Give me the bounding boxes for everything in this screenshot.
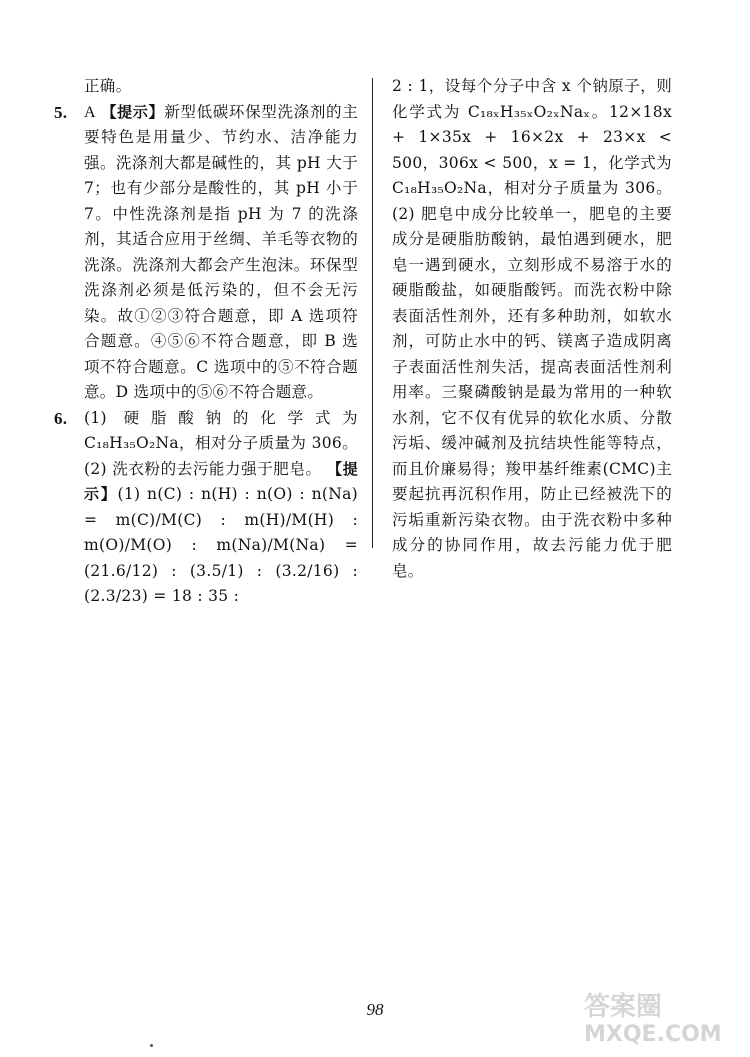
svg-text:MXQE.COM: MXQE.COM (584, 1022, 722, 1047)
item-5-answer: A (84, 103, 96, 121)
item-5 (54, 100, 358, 406)
item-6 (54, 406, 359, 610)
column-divider (372, 78, 373, 548)
watermark-logo (578, 985, 738, 1047)
item-6-answer-text: (1) 硬脂酸钠的化学式为 C₁₈H₃₅O₂Na，相对分子质量为 306。 (2) 洗衣粉的去污能力强于肥皂。 (84, 408, 358, 478)
right-column (392, 74, 672, 584)
svg-text:答案圈: 答案圈 (584, 992, 663, 1022)
item-6-hint-text: (1) n(C) : n(H) : n(O) : n(Na) = m(C)/M(C) : m(H)/M(H) : m(O)/M(O) : m(Na)/M(Na) = (21.6/12) : (3.5/1) : (3.2/16) : (2.3/23) = 18 : 35 : (84, 485, 358, 605)
watermark-logo-icon (578, 985, 738, 1047)
continuation-text: 正确。 (84, 77, 132, 95)
item-5-number: 5. (54, 102, 68, 122)
item-5-text: 新型低碳环保型洗涤剂的主要特色是用量少、节约水、洁净能力强。洗涤剂大都是碱性的，其 pH 大于 7；也有少部分是酸性的，其 pH 小于 7。中性洗涤剂是指 pH 为 7 的洗涤剂，其适合应用于丝绸、羊毛等衣物的洗涤。洗涤剂大都会产生泡沫。环保型洗涤剂必须是低污染的，但不会无污染。故①②③符合题意，即 A 选项符合题意。④⑤⑥不符合题意，即 B 选项不符合题意。C 选项中的⑤不符合题意。D 选项中的⑤⑥不符合题意。 (84, 102, 358, 401)
print-speck (150, 1044, 153, 1047)
left-column (54, 74, 359, 610)
item-6-hint-label: 【提示】 (84, 459, 359, 503)
right-column-text: 2 : 1，设每个分子中含 x 个钠原子，则化学式为 C₁₈ₓH₃₅ₓO₂ₓNaₓ。12×18x + 1×35x + 16×2x + 23×x < 500，306x < 500，x = 1，化学式为 C₁₈H₃₅O₂Na，相对分子质量为 306。(2) 肥皂中成分比较单一，肥皂的主要成分是硬脂肪酸钠，最怕遇到硬水，肥皂一遇到硬水，立刻形成不易溶于水的硬脂酸盐，如硬脂酸钙。而洗衣粉中除表面活性剂外，还有多种助剂，如软水剂，可防止水中的钙、镁离子造成阴离子表面活性剂失活，提高表面活性剂利用率。三聚磷酸钠是最为常用的一种软水剂，它不仅有优异的软化水质、分散污垢、缓冲碱剂及抗结块性能等特点，而且价廉易得；羧甲基纤维素(CMC)主要起抗再沉积作用，防止已经被洗下的污垢重新污染衣物。由于洗衣粉中多种成分的协同作用，故去污能力优于肥皂。 (392, 77, 672, 580)
item-5-hint-label: 【提示】 (101, 102, 165, 121)
item-6-number: 6. (54, 408, 68, 428)
page-number: 98 (366, 1000, 384, 1019)
